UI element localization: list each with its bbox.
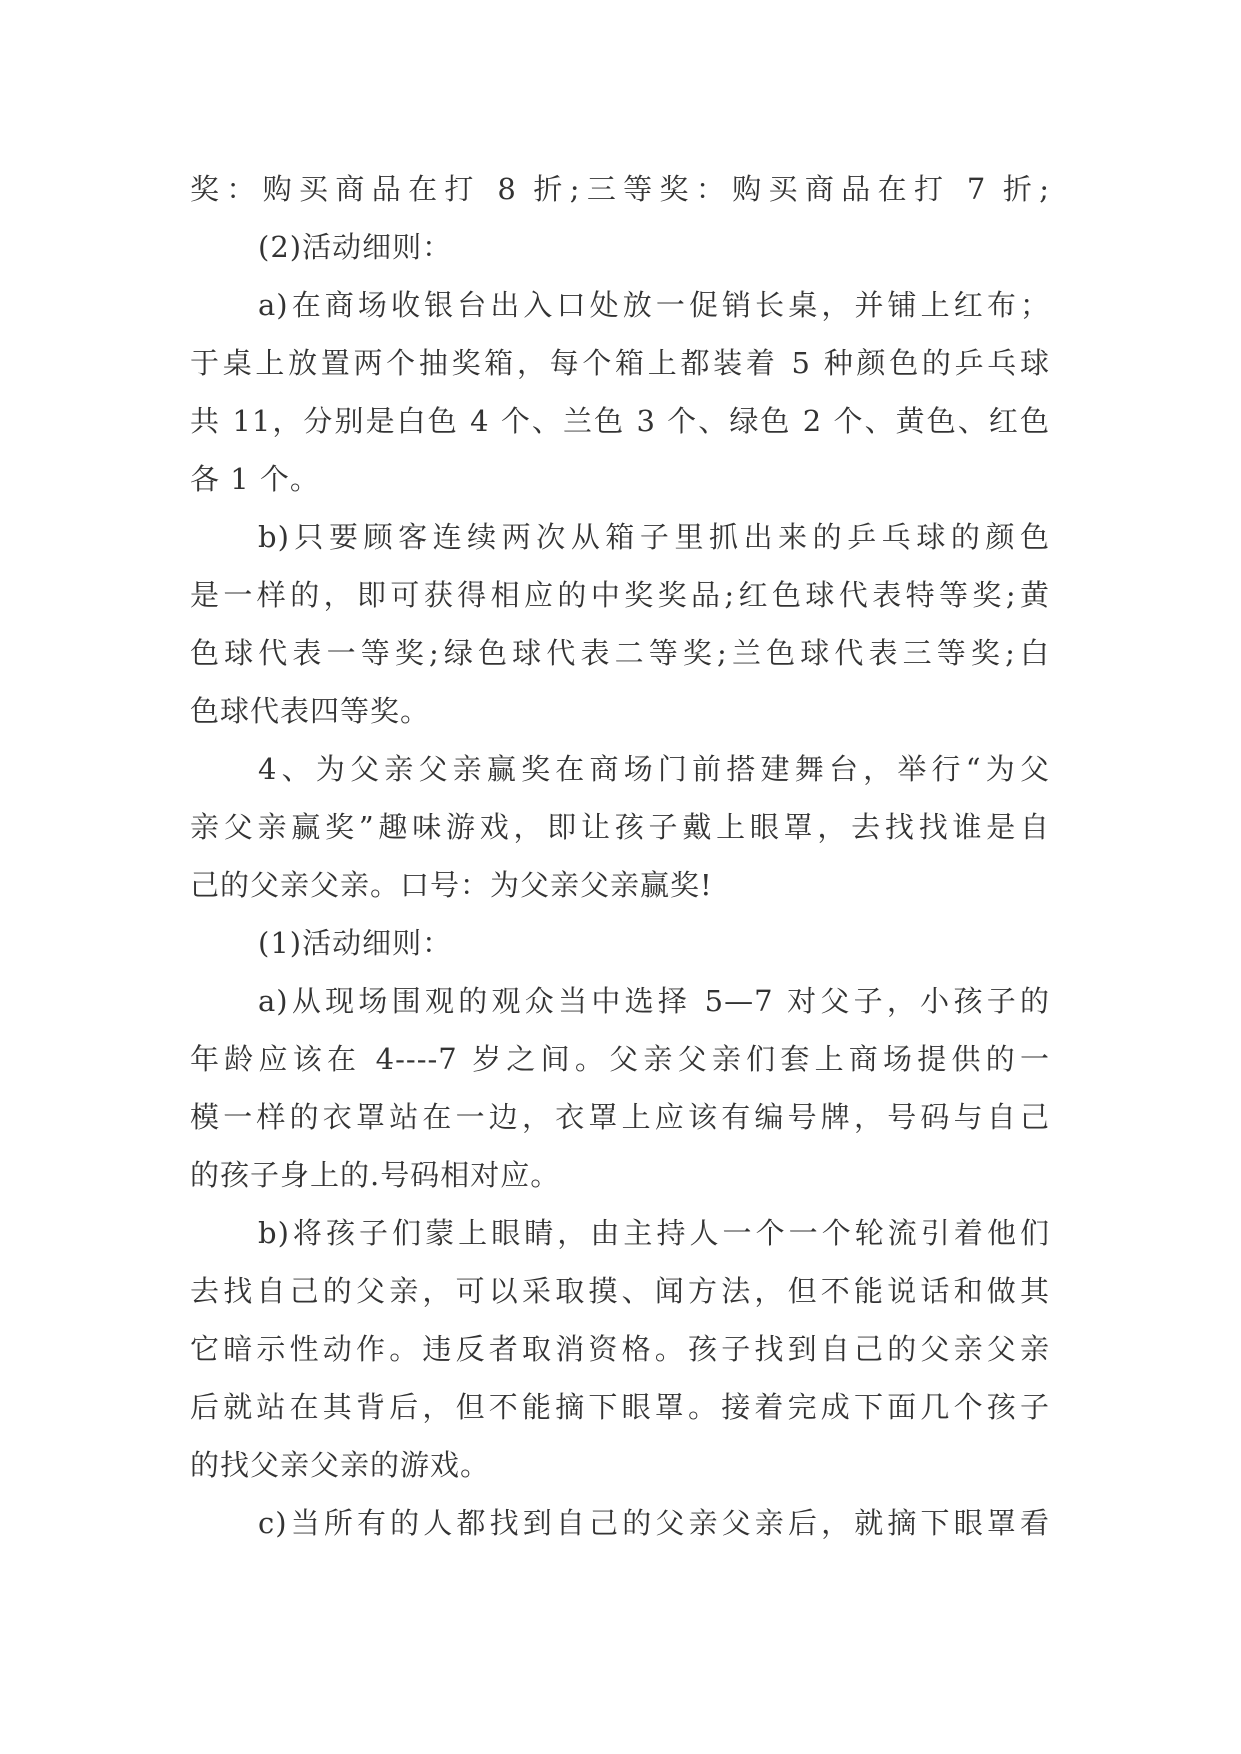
document-page xyxy=(190,160,1050,1552)
text-line: 是一样的，即可获得相应的中奖奖品;红色球代表特等奖;黄 xyxy=(190,578,1050,612)
text-line: 己的父亲父亲。口号：为父亲父亲赢奖! xyxy=(190,868,713,902)
text-line: 色球代表四等奖。 xyxy=(190,694,431,728)
text-line: 色球代表一等奖;绿色球代表二等奖;兰色球代表三等奖;白 xyxy=(190,636,1050,670)
text-line: 于桌上放置两个抽奖箱，每个箱上都装着 5 种颜色的乒乓球 xyxy=(190,346,1050,380)
text-line: 共 11，分别是白色 4 个、兰色 3 个、绿色 2 个、黄色、红色 xyxy=(190,404,1050,438)
text-line: 后就站在其背后，但不能摘下眼罩。接着完成下面几个孩子 xyxy=(190,1390,1050,1424)
text-line: (1)活动细则： xyxy=(258,926,453,960)
text-line: a)从现场围观的观众当中选择 5—7 对父子，小孩子的 xyxy=(258,984,1050,1018)
text-line: b)只要顾客连续两次从箱子里抓出来的乒乓球的颜色 xyxy=(258,520,1050,554)
text-line: a)在商场收银台出入口处放一促销长桌，并铺上红布； xyxy=(258,288,1050,322)
text-line: (2)活动细则： xyxy=(258,230,453,264)
text-line: b)将孩子们蒙上眼睛，由主持人一个一个轮流引着他们 xyxy=(258,1216,1050,1250)
text-line: c)当所有的人都找到自己的父亲父亲后，就摘下眼罩看 xyxy=(258,1506,1050,1540)
text-line: 4、为父亲父亲赢奖在商场门前搭建舞台，举行“为父 xyxy=(258,752,1050,786)
text-line: 各 1 个。 xyxy=(190,462,320,496)
text-line: 亲父亲赢奖”趣味游戏，即让孩子戴上眼罩，去找找谁是自 xyxy=(190,810,1050,844)
text-line: 模一样的衣罩站在一边，衣罩上应该有编号牌，号码与自己 xyxy=(190,1100,1050,1134)
text-line: 奖：购买商品在打 8 折;三等奖：购买商品在打 7 折; xyxy=(190,172,1050,206)
text-line: 年龄应该在 4----7 岁之间。父亲父亲们套上商场提供的一 xyxy=(190,1042,1050,1076)
text-line: 的找父亲父亲的游戏。 xyxy=(190,1448,491,1482)
text-line: 去找自己的父亲，可以采取摸、闻方法，但不能说话和做其 xyxy=(190,1274,1050,1308)
text-line: 的孩子身上的.号码相对应。 xyxy=(190,1158,561,1192)
text-line: 它暗示性动作。违反者取消资格。孩子找到自己的父亲父亲 xyxy=(190,1332,1050,1366)
